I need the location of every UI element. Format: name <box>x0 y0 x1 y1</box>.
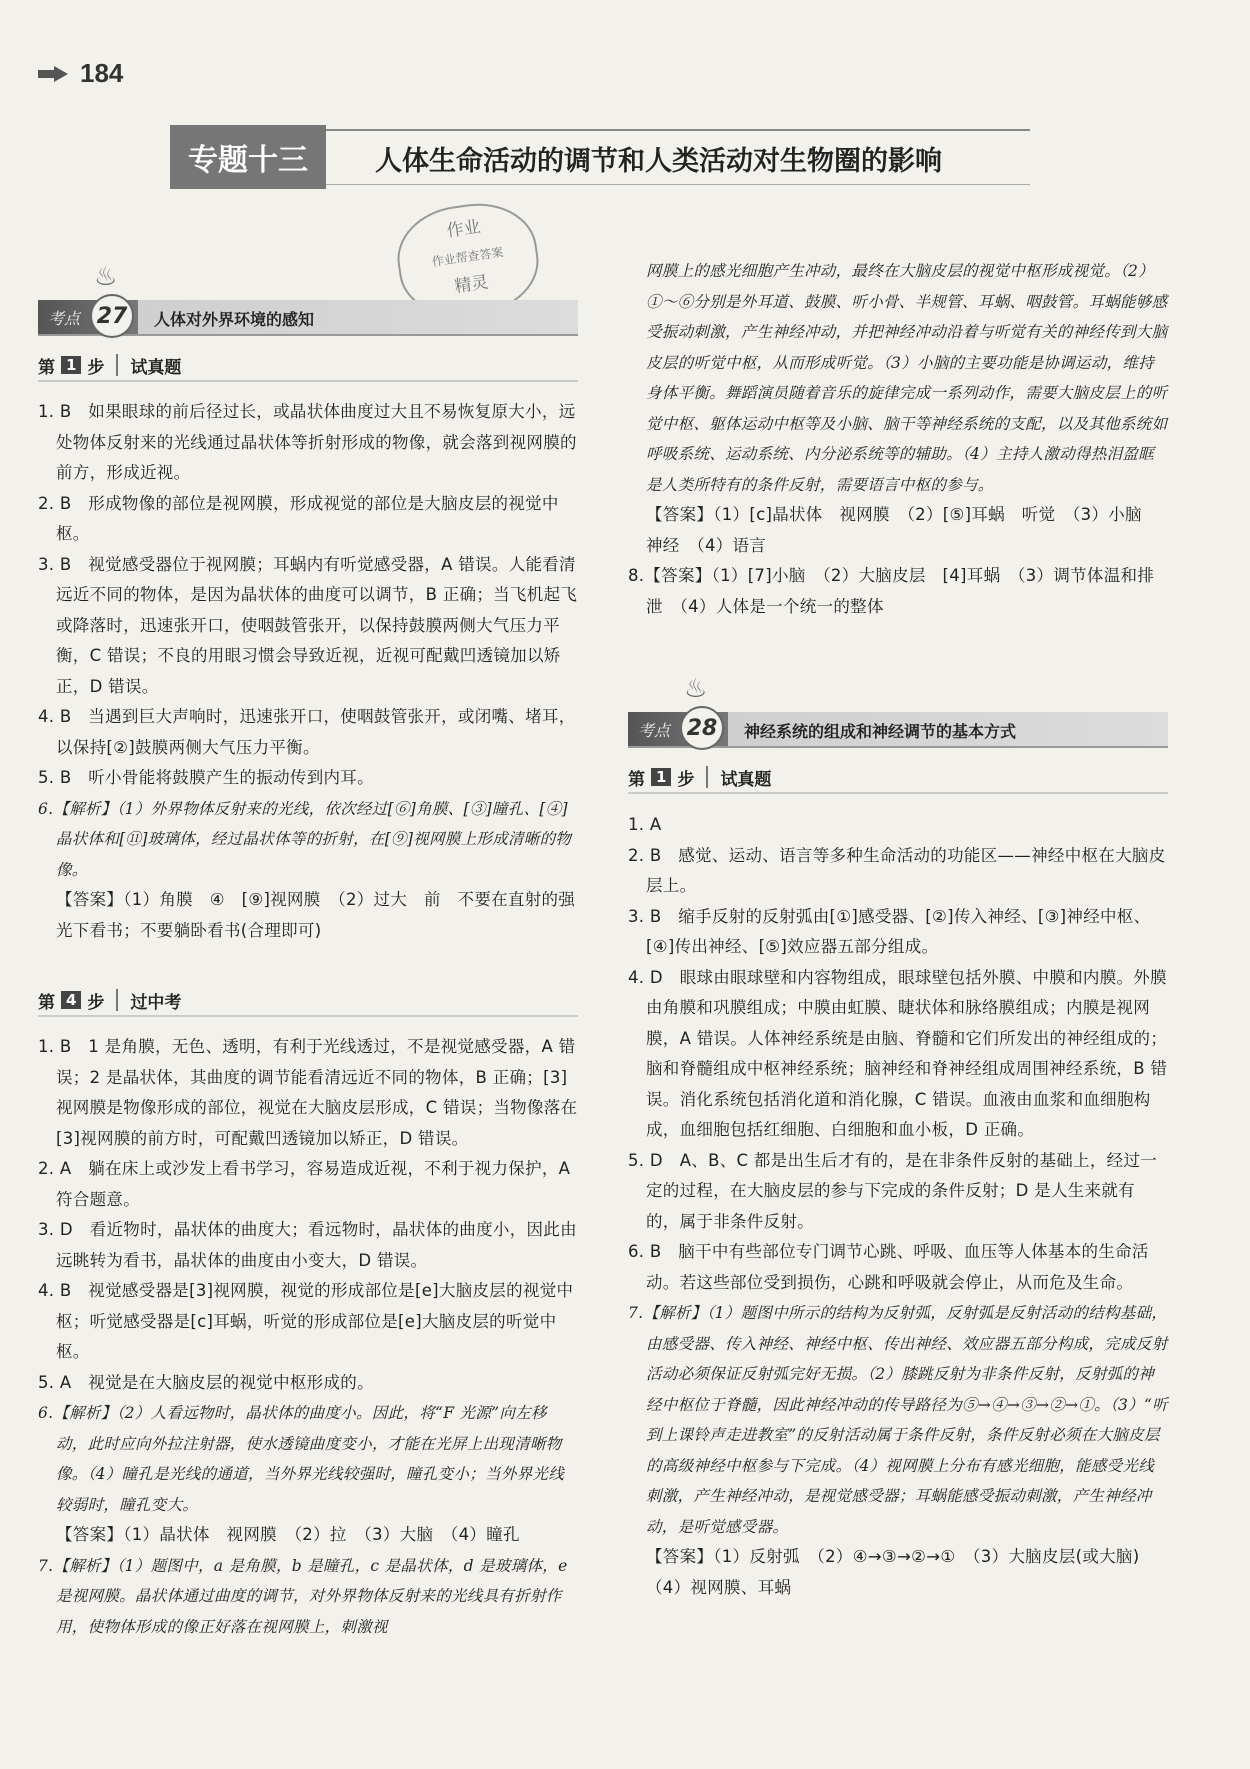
answer-text: 8.【答案】（1）[7]小脑 （2）大脑皮层 [4]耳蜗 （3）调节体温和排泄 （4）人体是一个统一的整体 <box>628 566 1155 616</box>
stamp-line-3: 精灵 <box>453 272 490 298</box>
answer-item: 6. B 脑干中有些部位专门调节心跳、呼吸、血压等人体基本的生命活动。若这些部位受到损伤，心跳和呼吸就会停止，从而危及生命。 <box>628 1242 1149 1292</box>
chapter-title: 人体生命活动的调节和人类活动对生物圈的影响 <box>375 146 942 177</box>
step-title: 试真题 <box>720 769 772 790</box>
section-28-step-1 <box>628 762 1168 794</box>
answer-item: 3. B 视觉感受器位于视网膜；耳蜗内有听觉感受器，A 错误。人能看清远近不同的物体，是因为晶状体的曲度可以调节，B 正确；当飞机起飞或降落时，迅速张开口，使咽鼓管张开，以保持鼓膜两侧大气压力平衡，C 错误；不良的用眼习惯会导致近视，近视可配戴凹透镜加以矫正，D 错误。 <box>38 554 578 696</box>
page-number <box>38 58 123 89</box>
header-rule-bottom <box>310 184 1030 185</box>
answer-item: 5. D A、B、C 都是出生后才有的，是在非条件反射的基础上，经过一定的过程，在大脑皮层的参与下完成的条件反射；D 是人生来就有的，属于非条件反射。 <box>628 1150 1158 1231</box>
section-27-step-4 <box>38 985 578 1017</box>
section-28-title: 神经系统的组成和神经调节的基本方式 <box>744 722 1017 741</box>
section-28-step-1-content <box>628 810 1168 1603</box>
header-rule-top <box>310 129 1030 131</box>
answer-item: 2. B 形成物像的部位是视网膜，形成视觉的部位是大脑皮层的视觉中枢。 <box>38 493 559 543</box>
step-divider <box>116 354 118 376</box>
flame-icon: ♨ <box>94 262 118 292</box>
step-title: 试真题 <box>130 357 182 378</box>
step-number: 4 <box>61 991 81 1009</box>
step-pre: 第 <box>38 992 55 1013</box>
step-number: 1 <box>61 356 81 374</box>
answer-item: 1. A <box>628 815 662 834</box>
right-column-continuation <box>628 256 1168 622</box>
answer-item: 2. B 感觉、运动、语言等多种生命活动的功能区——神经中枢在大脑皮层上。 <box>628 845 1166 895</box>
page-number-text: 184 <box>80 58 124 88</box>
answer-text: 【答案】（1）晶状体 视网膜 （2）拉 （3）大脑 （4）瞳孔 <box>56 1525 520 1544</box>
answer-item: 4. B 当遇到巨大声响时，迅速张开口，使咽鼓管张开，或闭嘴、堵耳，以保持[②]鼓膜两侧大气压力平衡。 <box>38 707 576 757</box>
answer-text: 【答案】（1）角膜 ④ [⑨]视网膜 （2）过大 前 不要在直射的强光下看书；不要躺卧看书(合理即可) <box>56 890 576 940</box>
answer-item: 4. D 眼球由眼球壁和内容物组成，眼球壁包括外膜、中膜和内膜。外膜由角膜和巩膜组成；中膜由虹膜、睫状体和脉络膜组成；内膜是视网膜，A 错误。人体神经系统是由脑、脊髓和它们所发出的神经组成的；脑和脊髓组成中枢神经系统；脑神经和脊神经组成周围神经系统，B 错误。消化系统包括消化道和消化腺，C 错误。血液由血浆和血细胞构成，血细胞包括红细胞、白细胞和血小板，D 正确。 <box>628 967 1168 1139</box>
step-title: 过中考 <box>130 992 182 1013</box>
section-27-title: 人体对外界环境的感知 <box>154 310 315 329</box>
analysis-text: 7.【解析】（1）题图中，a 是角膜，b 是瞳孔，c 是晶状体，d 是玻璃体，e 是视网膜。晶状体通过曲度的调节，对外界物体反射来的光线具有折射作用，使物体形成的像正好落在视网膜上，刺激视 <box>38 1556 568 1636</box>
analysis-text: 6.【解析】（1）外界物体反射来的光线，依次经过[⑥]角膜、[③]瞳孔、[④]晶状体和[⑪]玻璃体，经过晶状体等的折射，在[⑨]视网膜上形成清晰的物像。 <box>38 799 572 879</box>
flame-icon: ♨ <box>684 674 708 704</box>
step-number: 1 <box>651 768 671 786</box>
stamp-line-2: 作业帮查答案 <box>430 245 505 269</box>
answer-text: 【答案】（1）反射弧 （2）④→③→②→① （3）大脑皮层(或大脑) （4）视网膜、耳蜗 <box>646 1547 1157 1597</box>
chapter-header <box>170 125 1030 193</box>
section-28-label: 考点 <box>638 721 671 740</box>
answer-item: 3. D 看近物时，晶状体的曲度大；看远物时，晶状体的曲度小，因此由远眺转为看书，晶状体的曲度由小变大，D 错误。 <box>38 1220 577 1270</box>
section-27-step-1-content <box>38 397 578 946</box>
arrow-icon <box>38 66 72 82</box>
answer-item: 1. B 如果眼球的前后径过长，或晶状体曲度过大且不易恢复原大小，远处物体反射来的光线通过晶状体等折射形成的物像，就会落到视网膜的前方，形成近视。 <box>38 402 577 482</box>
answer-item: 5. B 听小骨能将鼓膜产生的振动传到内耳。 <box>38 768 374 787</box>
section-27-step-1 <box>38 350 578 382</box>
step-divider <box>706 766 708 788</box>
section-28-banner <box>628 674 1168 748</box>
section-27-label: 考点 <box>48 309 81 328</box>
step-post: 步 <box>87 357 105 378</box>
answer-item: 3. B 缩手反射的反射弧由[①]感受器、[②]传入神经、[③]神经中枢、[④]传出神经、[⑤]效应器五部分组成。 <box>628 906 1151 956</box>
answer-text: 【答案】（1）[c]晶状体 视网膜 （2）[⑤]耳蜗 听觉 （3）小脑 神经 （4）语言 <box>646 505 1159 555</box>
step-pre: 第 <box>628 769 645 790</box>
analysis-text: 6.【解析】（2）人看远物时，晶状体的曲度小。因此，将“F 光源”向左移动，此时应向外拉注射器，使水透镜曲度变小，才能在光屏上出现清晰物像。（4）瞳孔是光线的通道，当外界光线较强时，瞳孔变小；当外界光线较弱时，瞳孔变大。 <box>38 1404 565 1514</box>
analysis-text: 网膜上的感光细胞产生冲动，最终在大脑皮层的视觉中枢形成视觉。（2）①～⑥分别是外耳道、鼓膜、听小骨、半规管、耳蜗、咽鼓管。耳蜗能够感受振动刺激，产生神经冲动，并把神经冲动沿着与听觉有关的神经传到大脑皮层的听觉中枢，从而形成听觉。（3）小脑的主要功能是协调运动，维持身体平衡。舞蹈演员随着音乐的旋律完成一系列动作，需要大脑皮层上的听觉中枢、躯体运动中枢等及小脑、脑干等神经系统的支配，以及其他系统如呼吸系统、运动系统、内分泌系统等的辅助。（4）主持人激动得热泪盈眶是人类所特有的条件反射，需要语言中枢的参与。 <box>646 262 1168 494</box>
analysis-text: 7.【解析】（1）题图中所示的结构为反射弧，反射弧是反射活动的结构基础，由感受器、传入神经、神经中枢、传出神经、效应器五部分构成，完成反射活动必须保证反射弧完好无损。（2）膝跳反射为非条件反射，反射弧的神经中枢位于脊髓，因此神经冲动的传导路径为⑤→④→③→②→①。（3）“听到上课铃声走进教室”的反射活动属于条件反射，条件反射必须在大脑皮层的高级神经中枢参与下完成。（4）视网膜上分布有感光细胞，能感受光线刺激，产生神经冲动，是视觉感受器；耳蜗能感受振动刺激，产生神经冲动，是听觉感受器。 <box>628 1304 1168 1536</box>
answer-item: 5. A 视觉是在大脑皮层的视觉中枢形成的。 <box>38 1372 374 1392</box>
chapter-tag: 专题十三 <box>170 125 326 189</box>
answer-item: 4. B 视觉感受器是[3]视网膜，视觉的形成部位是[e]大脑皮层的视觉中枢；听觉感受器是[c]耳蜗，听觉的形成部位是[e]大脑皮层的听觉中枢。 <box>38 1281 574 1361</box>
answer-item: 1. B 1 是角膜，无色、透明，有利于光线透过，不是视觉感受器，A 错误；2 是晶状体，其曲度的调节能看清远近不同的物体，B 正确；[3]视网膜是物像形成的部位，视觉在大脑皮层形成，C 错误；当物像落在[3]视网膜的前方时，可配戴凹透镜加以矫正，D 错误。 <box>38 1037 578 1148</box>
answer-item: 2. A 躺在床上或沙发上看书学习，容易造成近视，不利于视力保护，A 符合题意。 <box>38 1159 571 1209</box>
stamp-line-1: 作业 <box>445 217 482 242</box>
section-27-number: 27 <box>90 294 134 338</box>
step-divider <box>116 989 118 1011</box>
step-post: 步 <box>87 992 105 1013</box>
section-28-number: 28 <box>680 706 724 750</box>
section-27-step-4-content <box>38 1032 578 1642</box>
step-post: 步 <box>677 769 695 790</box>
step-pre: 第 <box>38 357 55 378</box>
